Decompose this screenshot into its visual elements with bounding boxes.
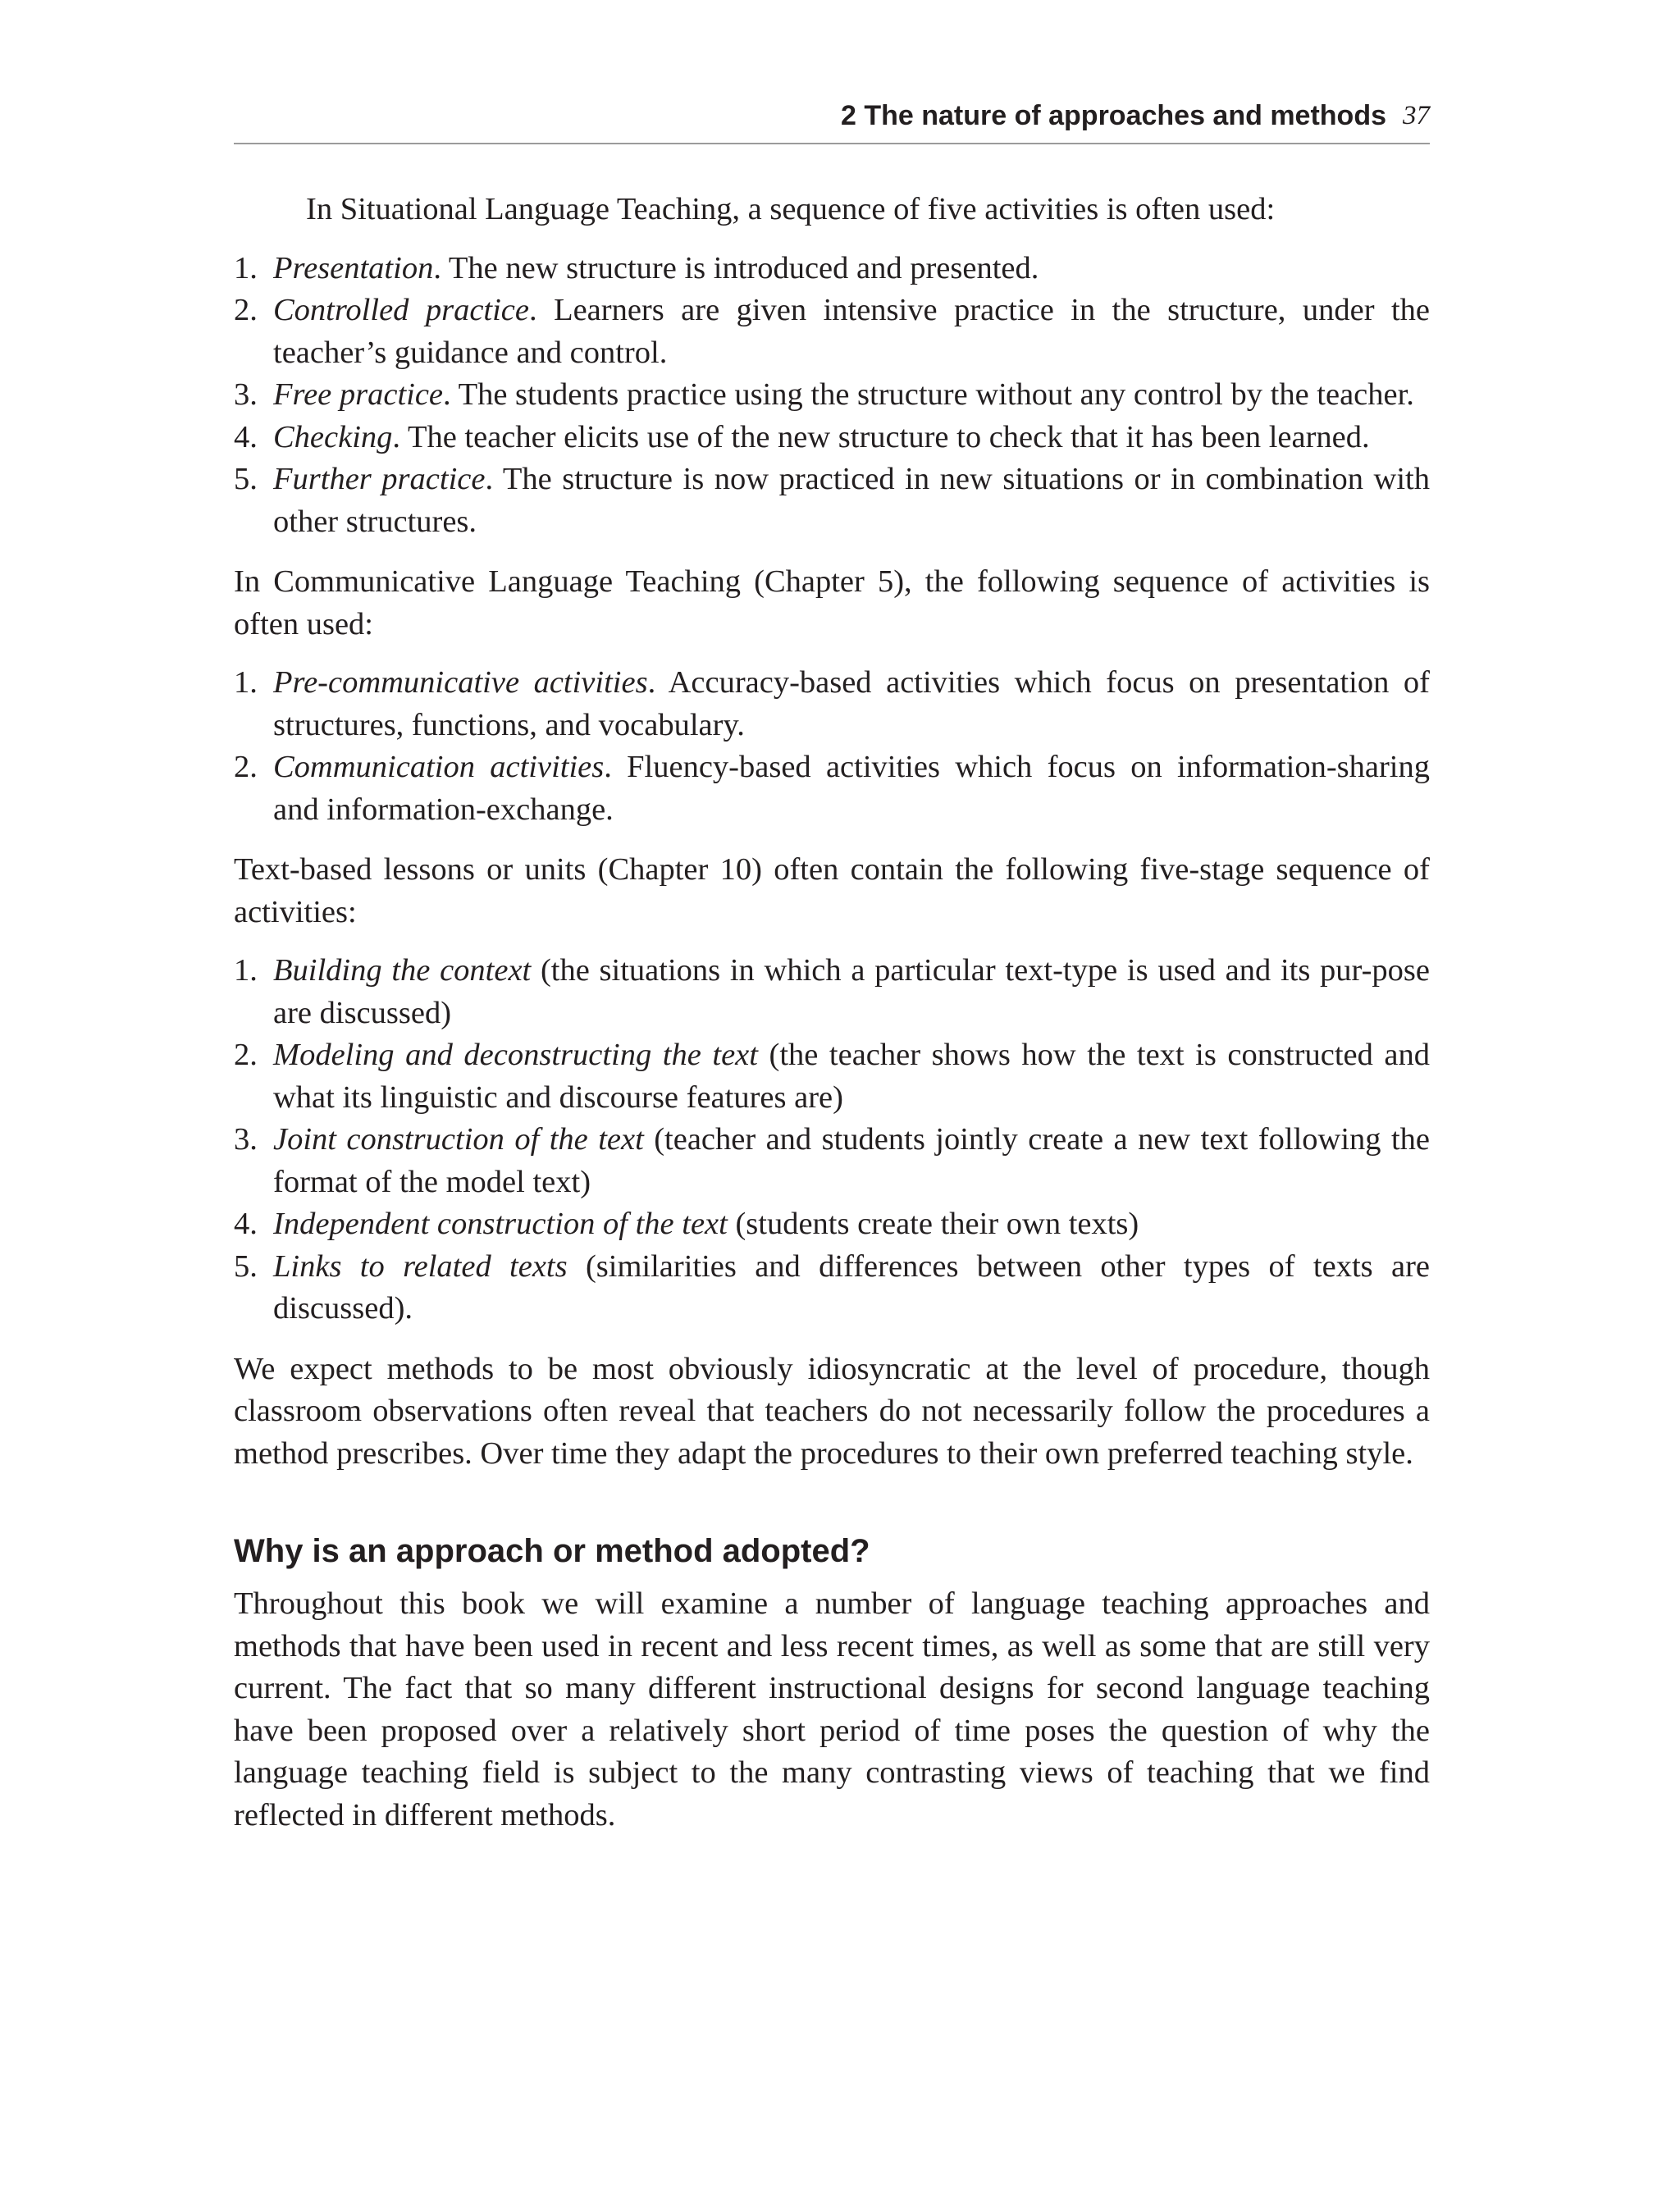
list-item [234,1246,1430,1330]
list-text: (the situations in which a particular text-type is used and its pur-pose are discussed) [273,953,1430,1030]
list-number: 2. [234,293,258,327]
list-text: . Fluency-based activities which focus on information-sharing and information-exchange. [273,750,1430,827]
clt-intro-paragraph: In Communicative Language Teaching (Chapter 5), the following sequence of activities is often used: [234,564,1430,641]
list-item [234,248,1430,290]
list-number: 3. [234,1122,258,1157]
list-number: 5. [234,462,258,496]
list-text: (teacher and students jointly create a new text following the format of the model text) [273,1122,1431,1199]
running-head [234,97,1430,144]
list-term: Modeling and deconstructing the text [273,1038,758,1072]
procedure-paragraph: We expect methods to be most obviously idiosyncratic at the level of procedure, though classroom observations often reveal that teachers do not necessarily follow the procedures a method prescribes. Over time they adapt the procedures to their own preferred teaching style. [234,1351,1430,1471]
page-number: 37 [1403,101,1430,130]
text-based-intro-paragraph: Text-based lessons or units (Chapter 10) often contain the following five-stage sequence of activities: [234,852,1430,929]
section-heading: Why is an approach or method adopted? [234,1533,870,1569]
list-term: Joint construction of the text [273,1122,644,1157]
list-item [234,459,1430,543]
intro-paragraph: In Situational Language Teaching, a sequence of five activities is often used: [306,192,1276,226]
list-term: Independent construction of the text [273,1207,728,1241]
list-number: 1. [234,665,258,700]
list-item [234,746,1430,831]
list-number: 1. [234,250,258,285]
list-text: . The teacher elicits use of the new structure to check that it has been learned. [392,419,1370,454]
list-number: 3. [234,377,258,412]
list-term: Building the context [273,953,532,988]
chapter-title: 2 The nature of approaches and methods [840,100,1386,131]
list-term: Controlled practice [273,293,529,327]
list-text: (students create their own texts) [727,1207,1139,1241]
list-text: . Accuracy-based activities which focus on presentation of structures, functions, and vocabulary. [273,665,1430,742]
list-term: Checking [273,419,393,454]
list-text: . Learners are given intensive practice in the structure, under the teacher’s guidance and control. [273,293,1430,370]
list-number: 5. [234,1248,258,1284]
section-paragraph: Throughout this book we will examine a number of language teaching approaches and methods that have been used in recent and less recent times, as well as some that are still very current. The fact that so many different instructional designs for second language teaching have been proposed over a relatively short period of time poses the question of why the language teaching field is subject to the many contrasting views of teaching that we find reflected in different methods. [234,1586,1430,1832]
list-text: . The structure is now practiced in new situations or in combination with other structures. [273,462,1430,539]
slt-activity-list [234,248,1430,544]
list-number: 2. [234,1038,258,1072]
body-text [234,189,1430,1853]
list-item [234,374,1430,417]
list-text: (similarities and differences between other types of texts are discussed). [273,1248,1430,1326]
list-number: 2. [234,750,258,784]
list-number: 4. [234,1207,258,1241]
list-item [234,1034,1430,1119]
list-number: 1. [234,953,258,988]
list-text: (the teacher shows how the text is constructed and what its linguistic and discourse features are) [273,1038,1430,1115]
list-number: 4. [234,419,258,454]
list-term: Communication activities [273,750,605,784]
list-item [234,1119,1430,1203]
text-based-activity-list [234,950,1430,1330]
list-term: Further practice [273,462,486,496]
list-item [234,417,1430,459]
list-text: . The students practice using the structure without any control by the teacher. [443,377,1414,412]
list-item [234,950,1430,1034]
list-item [234,290,1430,374]
list-item [234,1203,1430,1246]
list-term: Links to related texts [273,1248,568,1284]
list-term: Presentation [273,250,434,285]
list-term: Pre-communicative activities [273,665,648,700]
clt-activity-list [234,662,1430,831]
list-item [234,662,1430,746]
list-term: Free practice [273,377,444,412]
list-text: . The new structure is introduced and presented. [433,250,1039,285]
